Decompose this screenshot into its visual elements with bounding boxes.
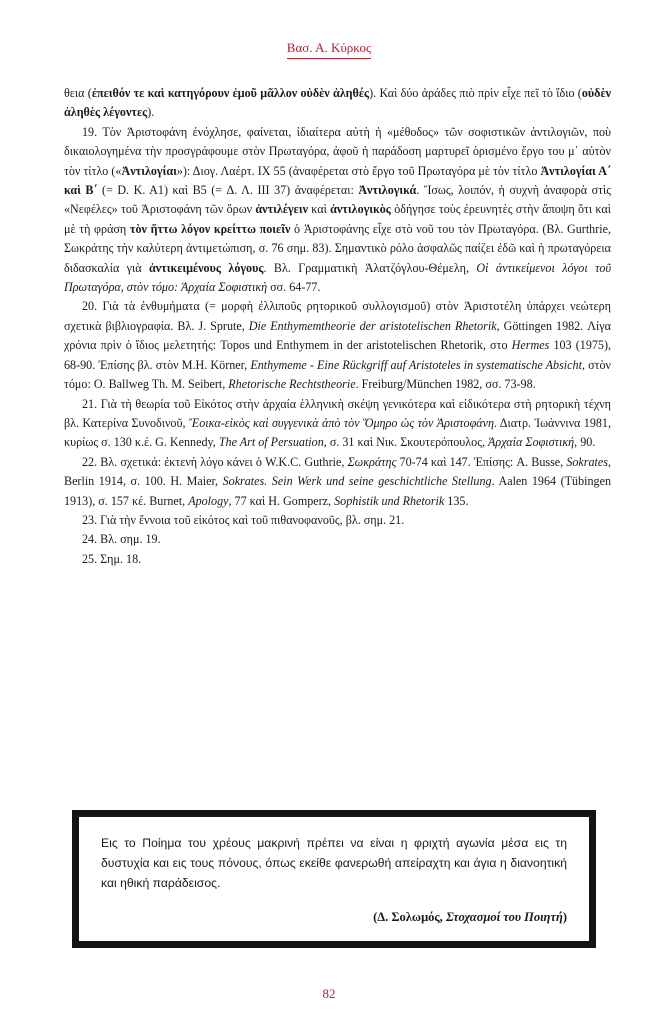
text-run: . Βλ. Γραμματικὴ Ἀλατζόγλου-Θέμελη,: [263, 260, 477, 275]
italic-text: Ἔοικα-εἰκὸς καὶ συγγενικὰ ἀπὸ τὸν Ὅμηρο ὡς τὸν Ἀριστοφάνη: [188, 415, 495, 430]
attribution-work: Στοχασμοί του Ποιητή: [445, 910, 563, 924]
bold-text: ἀντικειμένους λόγους: [149, 260, 264, 275]
quote-box: [72, 810, 596, 948]
text-run: 22. Βλ. σχετικά: ἐκτενὴ λόγο κάνει ὁ W.K.C. Guthrie,: [82, 454, 348, 469]
text-run: καὶ: [307, 202, 331, 217]
text-run: ).: [147, 105, 155, 120]
bold-text: τὸν ἥττω λόγον κρείττω ποιεῖν: [129, 221, 291, 236]
italic-text: Sophistik und Rhetorik: [334, 493, 445, 508]
italic-text: Sokrates: [566, 454, 608, 469]
italic-text: Οἱ ἀντικείμενοι λόγοι τοῦ Πρωταγόρα, στὸν τόμο: Ἀρχαία Σοφιστικὴ: [64, 260, 612, 295]
text-run: . Διατρ. Ἰωάννινα 1981, κυρίως σ. 130 κ.έ. G. Kennedy,: [64, 415, 611, 450]
text-run: 21. Γιὰ τὴ θεωρία τοῦ Εἰκότος στὴν ἀρχαία ἑλληνικὴ σκέψη γενικότερα καὶ εἰδικότερα στὴ ρητορικὴ τέχνη βλ. Κατερίνα Συνοδινοῦ,: [64, 396, 611, 430]
bold-text: ἀντιλέγειν: [255, 202, 308, 217]
running-head-text: Βασ. Α. Κύρκος: [287, 40, 371, 59]
quote-attribution: [373, 910, 567, 925]
bold-text: Ἀντιλογίαι: [121, 163, 177, 178]
text-run: θεια (: [64, 86, 92, 100]
text-run: , σ. 31 καὶ Νικ. Σκουτερόπουλος,: [323, 435, 489, 450]
text-run: 20. Γιὰ τὰ ἐνθυμήματα (= μορφὴ ἐλλιποῦς ρητορικοῦ συλλογισμοῦ) στὸν Ἀριστοτέλη ὑπάρχει νεώτερη σχετικὰ βιβλιογραφία. Βλ. J. Sprute,: [64, 299, 611, 333]
italic-text: The Art of Persuation: [218, 435, 324, 450]
attribution-open: (: [373, 910, 378, 924]
text-run: , στὸν τόμο: O. Ballweg Th. M. Seibert,: [64, 357, 611, 392]
footnotes-section: [64, 84, 611, 569]
quote-text: Εις το Ποίημα του χρέους μακρινή πρέπει να είναι η φριχτή αγωνία μέσα εις τη δυστυχία και εις τους πόνους, όπως εκείθε φανερωθή απείραχτη και άγια η διανοητική και ηθική παράδεισος.: [101, 836, 567, 890]
text-run: 25. Σημ. 18.: [82, 551, 142, 566]
note-20: [64, 297, 611, 394]
bold-text: Ἀντιλογικά: [358, 183, 417, 198]
text-run: . Ἴσως, λοιπόν, ἡ συχνὴ ἀναφορὰ στὶς «Νεφέλες» τοῦ Ἀριστοφάνη τῶν ὅρων: [64, 183, 611, 217]
text-run: , 77 καὶ H. Gomperz,: [228, 493, 335, 508]
text-run: . Freiburg/München 1982, σσ. 73-98.: [355, 377, 536, 392]
text-run: , 90.: [574, 435, 596, 450]
text-run: ). Καὶ δύο ἀράδες πιὸ πρὶν εἶχε πεῖ τὸ ἴδιο (: [369, 86, 582, 100]
italic-text: Enthymeme - Eine Rückgriff auf Aristoteles in systematische Absicht: [250, 357, 582, 372]
text-run: 19. Τὸν Ἀριστοφάνη ἐνόχλησε, φαίνεται, ἰδιαίτερα αὐτὴ ἡ «μέθοδος» τῶν σοφιστικῶν ἀντιλογιῶν, ποὺ δικαιολογημένα τὴν προσγράφουμε στὸν Πρωταγόρα, ἀφοῦ ἡ παράδοση μαρτυρεῖ ὁρισμένο ἔργο του μ᾽ αὐτὸν τὸν τίτλο («: [64, 124, 611, 178]
bold-text: ἐπειθόν τε καὶ κατηγόρουν ἐμοῦ μᾶλλον οὐδὲν ἀληθές: [91, 86, 370, 100]
note-19: [64, 123, 611, 298]
italic-text: Hermes: [511, 338, 550, 353]
italic-text: Apology: [188, 493, 229, 508]
note-23: [64, 511, 611, 530]
text-run: , Berlin 1914, σ. 100. H. Maier,: [64, 454, 611, 489]
bold-text: οὐδὲν ἀληθὲς λέγοντες: [64, 86, 612, 120]
text-run: . Aalen 1964 (Tübingen 1913), σ. 157 κέ. Burnet,: [64, 474, 611, 508]
note-21: [64, 395, 611, 453]
attribution-author: Δ. Σολωμός,: [377, 910, 446, 924]
italic-text: Die Enthymemtheorie der aristotelischen Rhetorik: [248, 318, 497, 333]
text-run: 24. Βλ. σημ. 19.: [82, 532, 161, 547]
text-run: 103 (1975), 68-90. Ἐπίσης βλ. στὸν M.H. Körner,: [64, 338, 612, 372]
attribution-close: ): [562, 910, 567, 924]
bold-text: Ἀντιλογίαι Α΄ καὶ Β΄: [64, 163, 611, 198]
page-number: 82: [322, 986, 336, 1001]
text-run: , Göttingen 1982. Λίγα χρόνια πρὶν ὁ ἴδιος μελετητής: Topos und Enthymem in der aristotelischen Rhetorik, στο: [64, 318, 611, 353]
text-run: 70-74 καὶ 147. Ἐπίσης: A. Busse,: [396, 454, 567, 469]
note-22: [64, 453, 611, 511]
text-run: ὁ Ἀριστοφάνης εἶχε στὸ νοῦ του τὸν Πρωταγόρα. (Βλ. Gurthrie, Σωκράτης τὴν καλύτερη ἀντιμετώπιση, σ. 76 σημ. 83). Σημαντικὸ ρόλο ἀσφαλῶς παίζει ἐδῶ καὶ ἡ πρωταγόρεια διδασκαλία γιὰ: [64, 221, 612, 275]
text-run: ὁδήγησε τοὺς ἐρευνητὲς στὴν ἄποψη ὅτι καὶ μὲ τὴ φράση: [64, 202, 611, 236]
italic-text: Rhetorische Rechtstheorie: [228, 377, 356, 392]
bold-text: ἀντιλογικὸς: [330, 202, 391, 217]
text-run: 135.: [444, 493, 469, 508]
text-run: (= D. K. A1) καὶ B5 (= Δ. Λ. III 37) ἀναφέρεται:: [97, 183, 359, 198]
note-continuation: [64, 84, 611, 123]
italic-text: Sokrates. Sein Werk und seine geschichtliche Stellung: [222, 474, 492, 489]
note-25: [64, 550, 611, 569]
italic-text: Σωκράτης: [347, 454, 397, 469]
running-head: [0, 40, 658, 59]
italic-text: Ἀρχαία Σοφιστική: [488, 435, 575, 450]
text-run: 23. Γιὰ τὴν ἔννοια τοῦ εἰκότος καὶ τοῦ πιθανοφανοῦς, βλ. σημ. 21.: [82, 512, 405, 527]
text-run: »): Διογ. Λαέρτ. IX 55 (ἀναφέρεται στὸ ἔργο τοῦ Πρωταγόρα μὲ τὸν τίτλο: [176, 163, 541, 178]
note-24: [64, 530, 611, 549]
text-run: σσ. 64-77.: [267, 280, 321, 295]
